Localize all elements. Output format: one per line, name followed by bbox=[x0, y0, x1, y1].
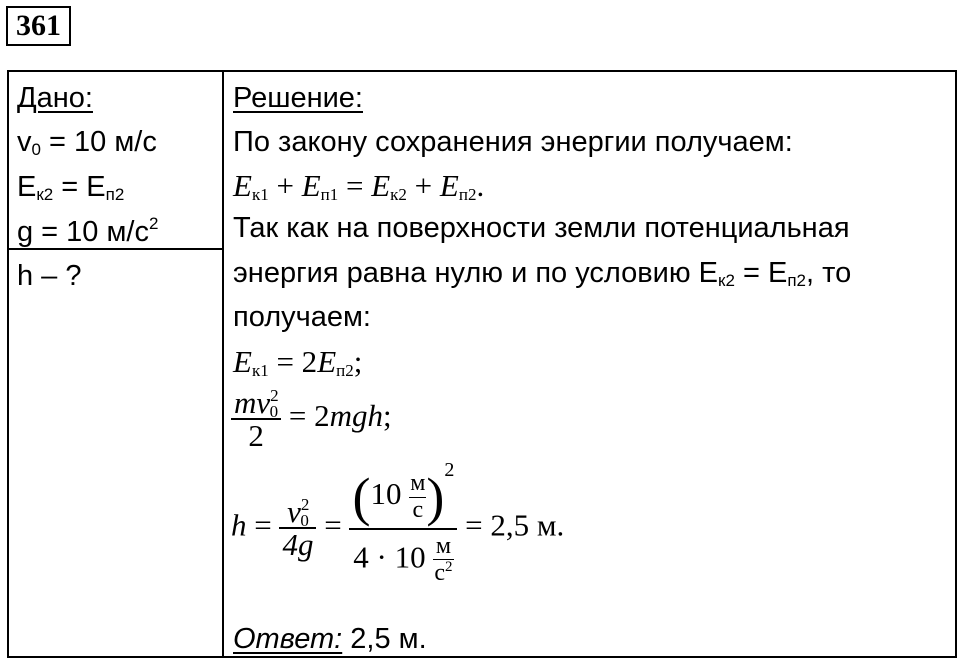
answer-value: 2,5 м. bbox=[342, 623, 427, 655]
solution-line-1: По закону сохранения энергии получаем: bbox=[233, 126, 793, 158]
equation-energy-conservation: $E_{к1} + E_{п1} = E_{к2} + E_{п2}$. bbox=[233, 168, 485, 204]
equation-ek-2ep: $E_{к1} = 2E_{п2}$; bbox=[233, 344, 363, 380]
given-g: g = 10 $м/с^2$ bbox=[17, 214, 159, 248]
given-v0: $v_0 = 10$ м/с bbox=[17, 126, 157, 159]
find-h: h – ? bbox=[17, 260, 82, 292]
given-divider bbox=[9, 248, 222, 250]
solution-line-4: получаем: bbox=[233, 301, 371, 333]
solution-line-2: Так как на поверхности земли потенциальная bbox=[233, 212, 850, 244]
equation-h-result: h = $\frac{v^2_0}{4g}$ = (10 м с )$^2$ 4 · 10 м $с^2$ = 2,5 м. bbox=[231, 459, 565, 587]
fraction-mv0sq-over-2: $\frac{mv^2_0}{2}$ bbox=[231, 387, 281, 451]
given-energy-equality: $E_{к2} = E_{п2}$ bbox=[17, 171, 125, 204]
column-divider bbox=[222, 72, 224, 656]
fraction-numeric: (10 м с )$^2$ 4 · 10 м $с^2$ bbox=[349, 470, 457, 586]
given-header: Дано: bbox=[17, 82, 93, 114]
solution-header: Решение: bbox=[233, 82, 363, 114]
equation-mv2-2mgh: $\frac{mv^2_0}{2}$ = 2mgh; bbox=[231, 387, 392, 451]
fraction-v0sq-over-4g: $\frac{v^2_0}{4g}$ bbox=[279, 496, 316, 560]
solution-table bbox=[7, 70, 957, 658]
answer bbox=[233, 625, 427, 654]
solution-line-3: энергия равна нулю и по условию $E_{к2} = E_{п2}$, то bbox=[233, 257, 852, 290]
answer-label: Ответ: bbox=[233, 623, 343, 655]
problem-number: 361 bbox=[6, 6, 71, 46]
